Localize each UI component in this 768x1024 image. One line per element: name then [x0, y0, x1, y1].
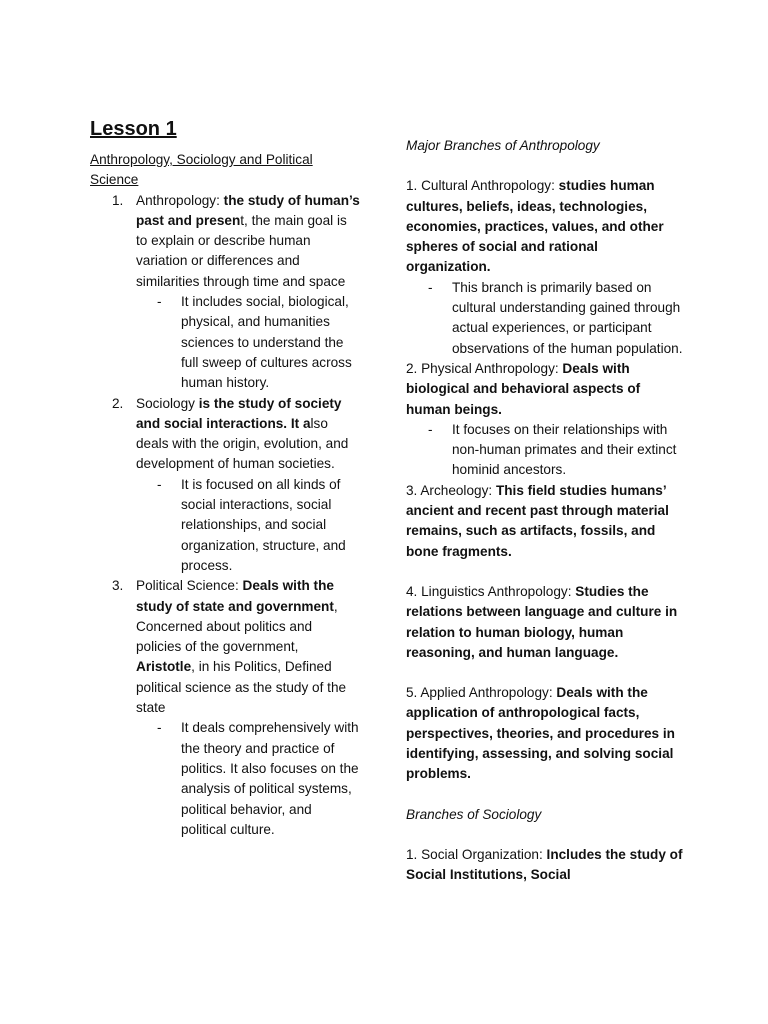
numbered-item	[90, 191, 360, 292]
dash-marker: -	[157, 294, 162, 310]
text: Anthropology:	[136, 192, 224, 208]
text: 3. Archeology:	[406, 482, 496, 498]
sub-point	[90, 292, 360, 393]
branch-item	[406, 359, 686, 420]
bold-text: This field studies humans’ ancient and recent past through material remains, such as artifacts, fossils, and bone fragments.	[406, 482, 669, 559]
right-column	[406, 136, 686, 886]
text: Sociology	[136, 395, 199, 411]
left-column	[90, 116, 360, 840]
item-number: 2.	[112, 395, 124, 411]
branch-item	[406, 845, 686, 886]
sub-point-text: It includes social, biological, physical, and humanities sciences to understand the full sweep of cultures across human history.	[181, 294, 352, 391]
text: , Concerned about politics and policies of the government,	[136, 598, 338, 655]
text: 5. Applied Anthropology:	[406, 685, 557, 701]
text: , in his Politics, Defined political science as the study of the state	[136, 659, 347, 716]
text: lso deals with the origin, evolution, and development of human societies.	[136, 415, 349, 472]
numbered-item	[90, 576, 360, 718]
branch-item	[406, 176, 686, 277]
anthropology-branches-heading: Major Branches of Anthropology	[406, 138, 600, 153]
item-text	[136, 576, 360, 718]
bold-text: Includes the study of Social Institutions, Social	[406, 846, 683, 883]
dash-marker: -	[157, 476, 162, 492]
text: 1. Social Organization:	[406, 846, 547, 862]
dash-marker: -	[157, 720, 162, 736]
spacer	[406, 562, 686, 582]
branch-item	[406, 481, 686, 562]
numbered-item	[90, 394, 360, 475]
text: 4. Linguistics Anthropology:	[406, 583, 576, 599]
bold-text: Deals with biological and behavioral aspects of human beings.	[406, 360, 641, 417]
bold-text: the study of human’s past and presen	[136, 192, 360, 228]
dash-marker: -	[428, 421, 433, 437]
bold-text: Studies the relations between language and culture in relation to human biology, human reasoning, and human language.	[406, 583, 678, 660]
bold-text: studies human cultures, beliefs, ideas, technologies, economies, practices, values, and other spheres of social and rational organization.	[406, 178, 664, 275]
sociology-branches-heading: Branches of Sociology	[406, 806, 542, 822]
sub-point	[90, 475, 360, 576]
dash-marker: -	[428, 279, 433, 295]
text: 2. Physical Anthropology:	[406, 360, 563, 376]
left-item-list	[90, 191, 360, 841]
sub-point	[90, 718, 360, 840]
branch-item	[406, 582, 686, 663]
item-number: 3.	[112, 578, 124, 594]
bold-text: Deals with the application of anthropological facts, perspectives, theories, and procedures in identifying, assessing, and solving social problems.	[406, 685, 675, 782]
item-text	[136, 394, 360, 475]
lesson-subtitle: Anthropology, Sociology and Political Science	[90, 152, 313, 188]
anthropology-branch-list	[406, 176, 686, 804]
spacer	[406, 785, 686, 805]
lesson-title: Lesson 1	[90, 118, 177, 140]
sub-point	[406, 278, 686, 359]
sociology-branch-list	[406, 845, 686, 886]
bold-text: Aristotle	[136, 659, 192, 675]
branch-item	[406, 683, 686, 784]
bold-text: Deals with the study of state and government	[136, 578, 334, 614]
item-number: 1.	[112, 192, 124, 208]
text: Political Science:	[136, 578, 243, 594]
sub-point	[406, 420, 686, 481]
sub-point-text: It focuses on their relationships with non-human primates and their extinct hominid ancestors.	[452, 421, 677, 478]
bold-text: is the study of society and social interactions. It a	[136, 395, 342, 431]
sub-point-text: It deals comprehensively with the theory and practice of politics. It also focuses on the analysis of political systems, political behavior, and political culture.	[181, 720, 359, 837]
spacer	[406, 663, 686, 683]
item-text	[136, 191, 360, 292]
sub-point-text: It is focused on all kinds of social interactions, social relationships, and social organization, structure, and process.	[181, 476, 346, 573]
text: t, the main goal is to explain or describe human variation or differences and similarities through time and space	[136, 212, 347, 289]
text: 1. Cultural Anthropology:	[406, 178, 559, 194]
sub-point-text: This branch is primarily based on cultural understanding gained through actual experiences, or participant observations of the human population.	[452, 279, 683, 356]
